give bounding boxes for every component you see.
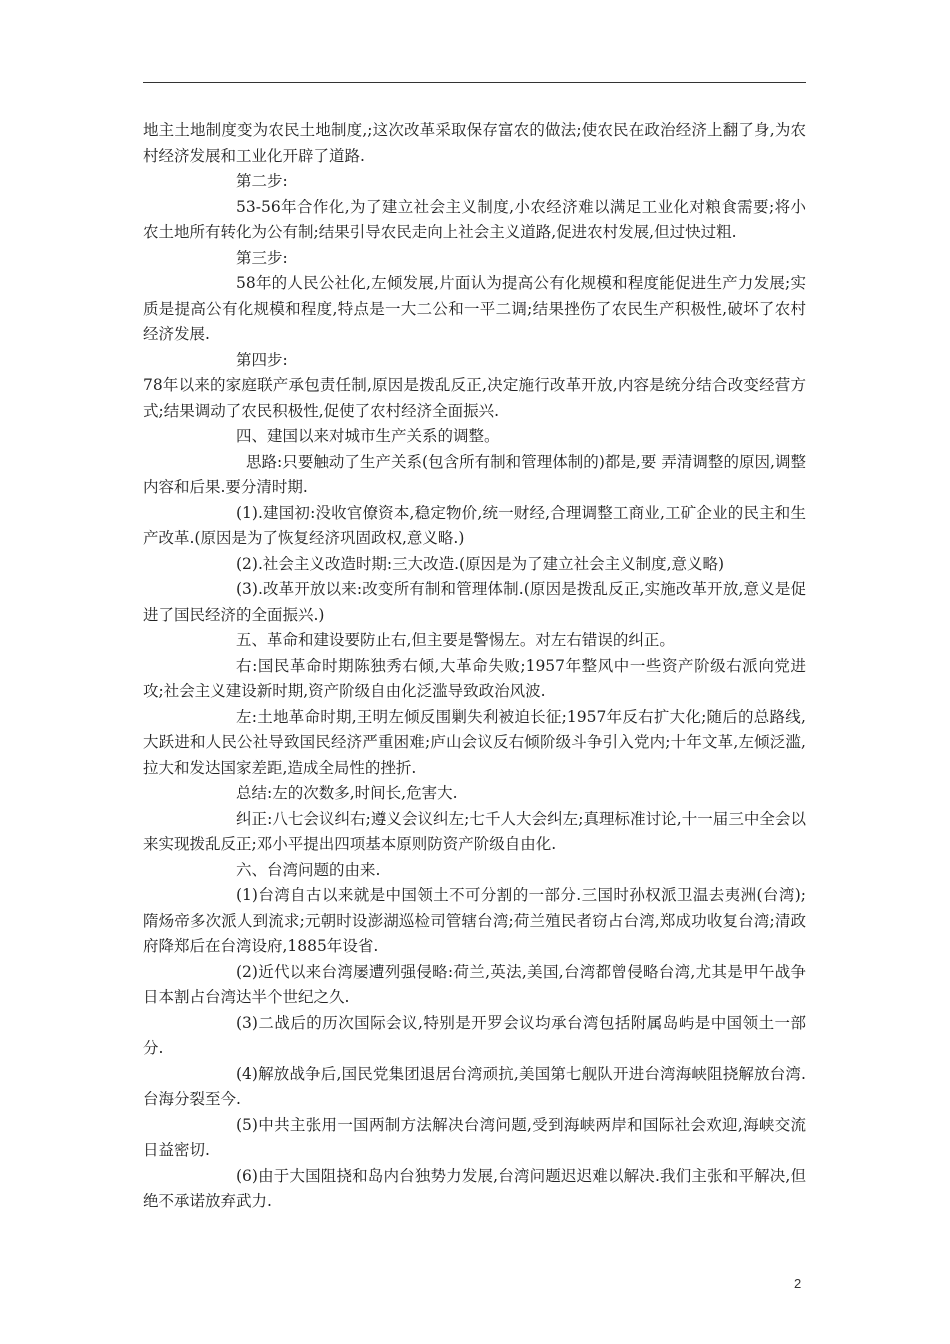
page-number: 2 bbox=[794, 1276, 802, 1291]
header-rule bbox=[143, 82, 806, 83]
paragraph: 四、建国以来对城市生产关系的调整。 bbox=[236, 427, 500, 445]
paragraph: (3)二战后的历次国际会议,特别是开罗会议均承台湾包括附属岛屿是中国领土一部分. bbox=[143, 1013, 806, 1057]
paragraph: 纠正:八七会议纠右;遵义会议纠左;七千人大会纠左;真理标准讨论,十一届三中全会以来实现拨乱反正;邓小平提出四项基本原则防资产阶级自由化. bbox=[143, 809, 806, 853]
paragraph: (6)由于大国阻挠和岛内台独势力发展,台湾问题迟迟难以解决.我们主张和平解决,但绝不承诺放弃武力. bbox=[143, 1166, 806, 1210]
paragraph: (2)近代以来台湾屡遭列强侵略:荷兰,英法,美国,台湾都曾侵略台湾,尤其是甲午战争日本割占台湾达半个世纪之久. bbox=[143, 962, 806, 1006]
paragraph: 六、台湾问题的由来. bbox=[236, 860, 381, 879]
paragraph: 总结:左的次数多,时间长,危害大. bbox=[236, 784, 458, 802]
paragraph: (2).社会主义改造时期:三大改造.(原因是为了建立社会主义制度,意义略) bbox=[236, 554, 725, 573]
paragraph: 第二步: bbox=[236, 172, 288, 190]
paragraph: (3).改革开放以来:改变所有制和管理体制.(原因是拨乱反正,实施改革开放,意义是促进了国民经济的全面振兴.) bbox=[143, 580, 806, 624]
paragraph: 左:土地革命时期,王明左倾反围剿失利被迫长征;1957年反右扩大化;随后的总路线,大跃进和人民公社导致国民经济严重困难;庐山会议反右倾阶级斗争引入党内;十年文革,左倾泛滥,拉大和发达国家差距,造成全局性的挫折. bbox=[143, 707, 806, 777]
paragraph: 第三步: bbox=[236, 248, 288, 267]
paragraph: 五、革命和建设要防止右,但主要是警惕左。对左右错误的纠正。 bbox=[236, 631, 675, 649]
paragraph: 58年的人民公社化,左倾发展,片面认为提高公有化规模和程度能促进生产力发展;实质是提高公有化规模和程度,特点是一大二公和一平二调;结果挫伤了农民生产积极性,破坏了农村经济发展. bbox=[143, 274, 806, 343]
document-body bbox=[143, 118, 806, 1215]
paragraph: 53-56年合作化,为了建立社会主义制度,小农经济难以满足工业化对粮食需要;将小农土地所有转化为公有制;结果引导农民走向上社会主义道路,促进农村发展,但过快过粗. bbox=[143, 197, 806, 241]
paragraph: 思路:只要触动了生产关系(包含所有制和管理体制的)都是,要 弄清调整的原因,调整内容和后果.要分清时期. bbox=[143, 452, 806, 496]
paragraph: (1)台湾自古以来就是中国领土不可分割的一部分.三国时孙权派卫温去夷洲(台湾);隋炀帝多次派人到流求;元朝时设澎湖巡检司管辖台湾;荷兰殖民者窃占台湾,郑成功收复台湾;清政府降郑后在台湾设府,1885年设省. bbox=[143, 886, 806, 955]
paragraph: 右:国民革命时期陈独秀右倾,大革命失败;1957年整风中一些资产阶级右派向党进攻;社会主义建设新时期,资产阶级自由化泛滥导致政治风波. bbox=[143, 656, 806, 700]
paragraph: (4)解放战争后,国民党集团退居台湾顽抗,美国第七舰队开进台湾海峡阻挠解放台湾.台海分裂至今. bbox=[143, 1064, 806, 1108]
paragraph: (1).建国初:没收官僚资本,稳定物价,统一财经,合理调整工商业,工矿企业的民主和生产改革.(原因是为了恢复经济巩固政权,意义略.) bbox=[143, 503, 806, 547]
paragraph: 第四步: bbox=[236, 350, 288, 369]
paragraph: 地主土地制度变为农民土地制度,;这次改革采取保存富农的做法;使农民在政治经济上翻了身,为农村经济发展和工业化开辟了道路. bbox=[143, 121, 806, 165]
paragraph: (5)中共主张用一国两制方法解决台湾问题,受到海峡两岸和国际社会欢迎,海峡交流日益密切. bbox=[143, 1115, 806, 1159]
paragraph: 78年以来的家庭联产承包责任制,原因是拨乱反正,决定施行改革开放,内容是统分结合改变经营方式;结果调动了农民积极性,促使了农村经济全面振兴. bbox=[143, 376, 806, 420]
